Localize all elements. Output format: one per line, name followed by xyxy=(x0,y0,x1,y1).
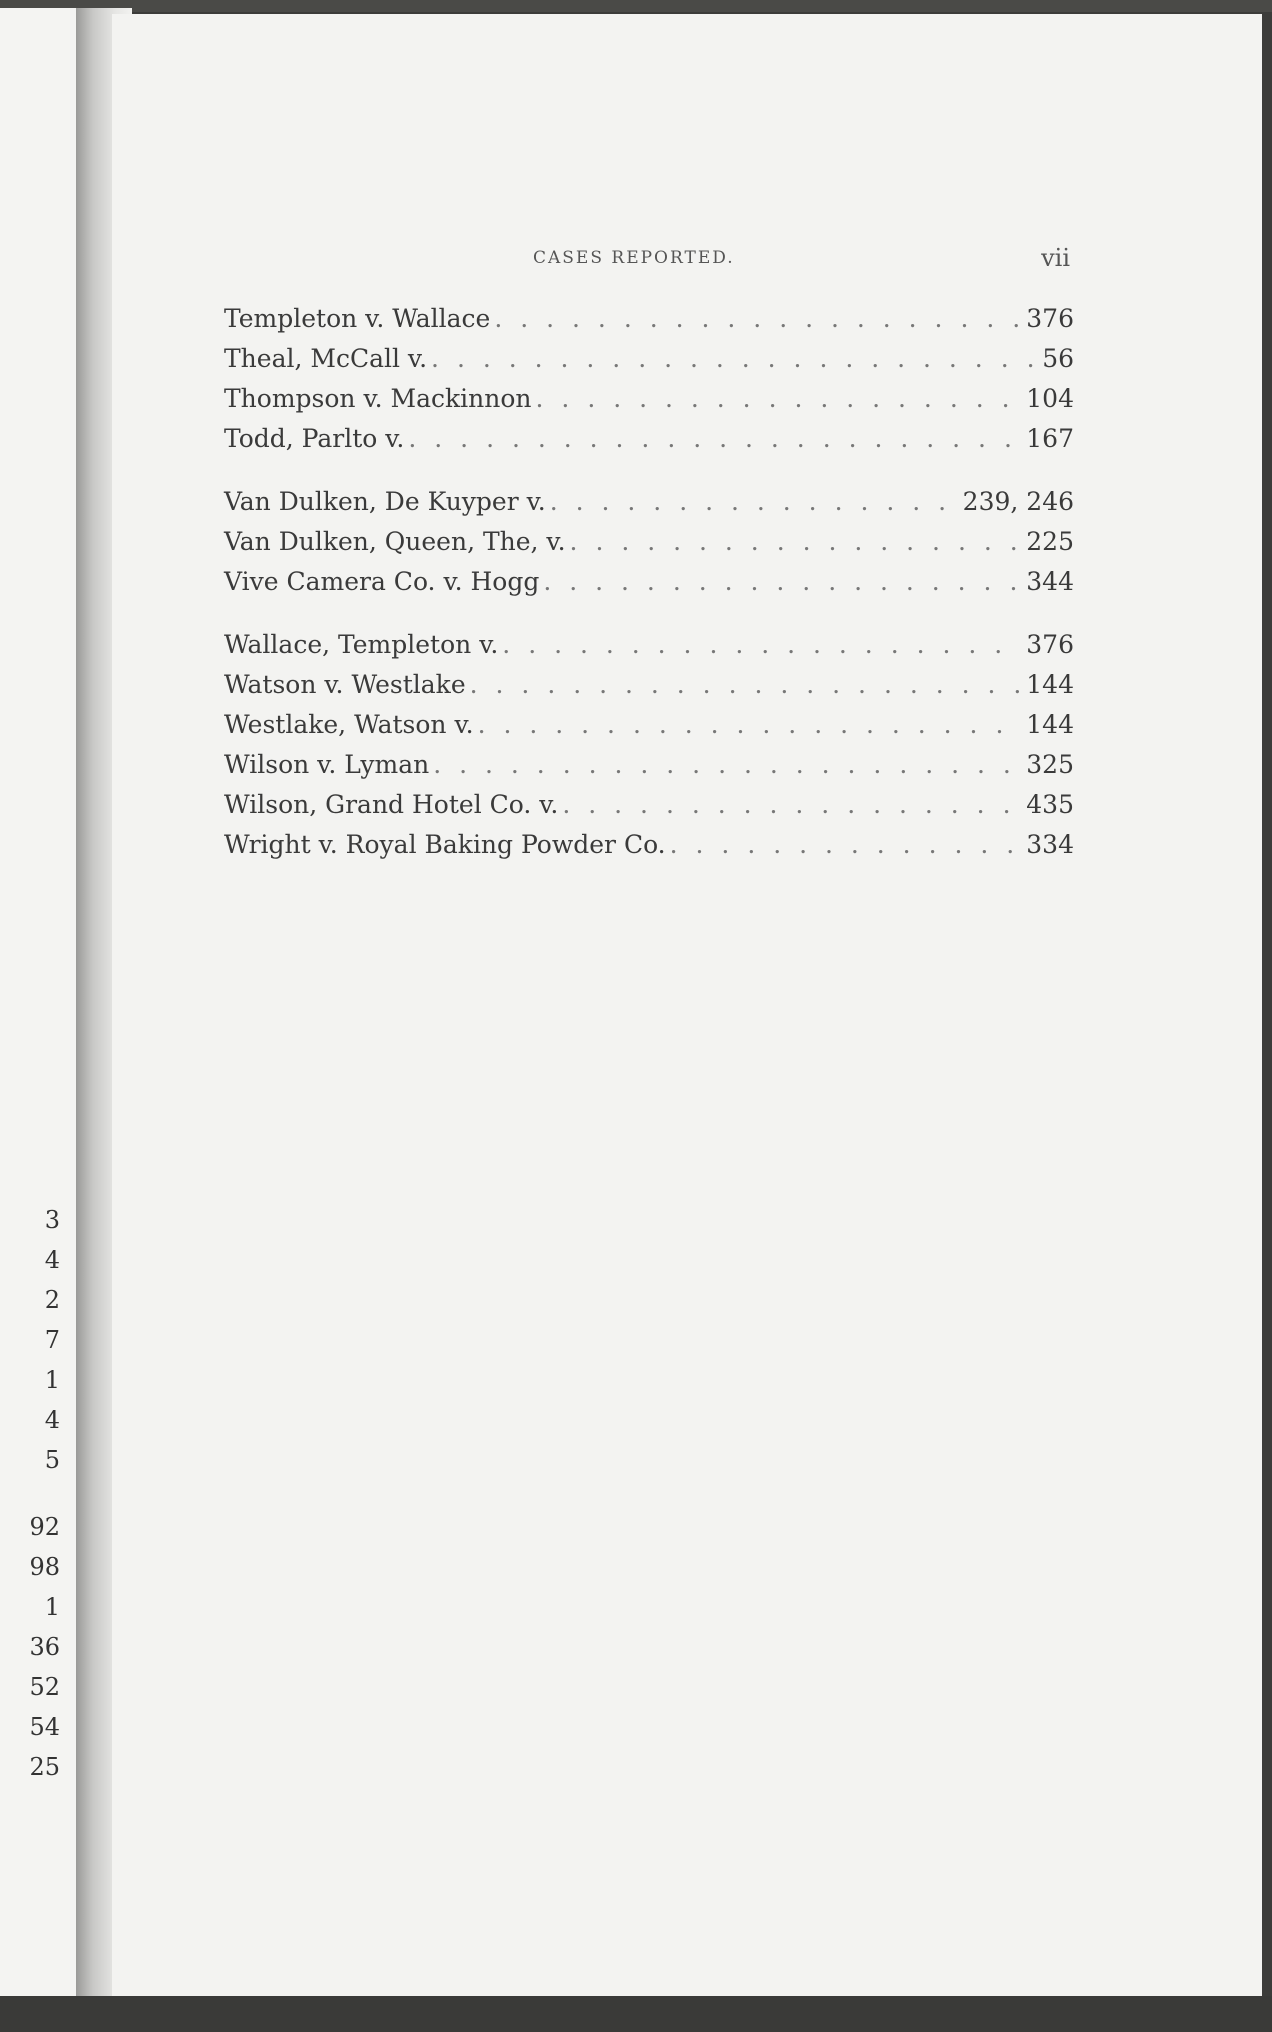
case-name: Van Dulken, De Kuyper v. xyxy=(224,487,546,516)
dot-leader xyxy=(543,567,1022,596)
case-name: Wilson, Grand Hotel Co. v. xyxy=(224,790,559,819)
previous-page-number: 4 xyxy=(44,1246,60,1274)
previous-page-number: 98 xyxy=(29,1553,60,1581)
dot-leader xyxy=(536,384,1023,413)
dot-leader xyxy=(550,487,959,516)
dot-leader xyxy=(670,830,1023,859)
case-page: 225 xyxy=(1026,527,1074,556)
previous-page-number: 92 xyxy=(29,1513,60,1541)
page-number: vii xyxy=(1041,244,1070,272)
index-entry xyxy=(224,830,1074,870)
running-head: CASES REPORTED. xyxy=(533,248,735,268)
index-entry xyxy=(224,567,1074,607)
cases-index xyxy=(224,304,1074,893)
case-page: 144 xyxy=(1026,710,1074,739)
previous-page-number: 52 xyxy=(29,1673,60,1701)
case-name: Templeton v. Wallace xyxy=(224,304,491,333)
case-name: Todd, Parlto v. xyxy=(224,424,405,453)
previous-page-number: 25 xyxy=(29,1753,60,1781)
case-page: 334 xyxy=(1026,830,1074,859)
index-entry xyxy=(224,487,1074,527)
case-page: 376 xyxy=(1026,304,1074,333)
dot-leader xyxy=(502,630,1022,659)
previous-page-number: 2 xyxy=(44,1286,60,1314)
previous-page-number: 3 xyxy=(44,1206,60,1234)
index-entry xyxy=(224,384,1074,424)
index-entry xyxy=(224,790,1074,830)
dot-leader xyxy=(470,670,1023,699)
case-name: Vive Camera Co. v. Hogg xyxy=(224,567,540,596)
case-name: Wright v. Royal Baking Powder Co. xyxy=(224,830,666,859)
index-entry xyxy=(224,750,1074,790)
index-entry xyxy=(224,670,1074,710)
dot-leader xyxy=(562,790,1022,819)
previous-page-number: 1 xyxy=(44,1366,60,1394)
case-page: 104 xyxy=(1026,384,1074,413)
previous-page-number: 54 xyxy=(29,1713,60,1741)
index-group xyxy=(224,487,1074,607)
case-name: Wilson v. Lyman xyxy=(224,750,430,779)
previous-page-numbers xyxy=(0,8,60,1998)
case-page: 435 xyxy=(1026,790,1074,819)
dot-leader xyxy=(494,304,1022,333)
index-group xyxy=(224,630,1074,870)
case-page: 56 xyxy=(1042,344,1074,373)
case-name: Wallace, Templeton v. xyxy=(224,630,499,659)
previous-page-number: 4 xyxy=(44,1406,60,1434)
case-name: Van Dulken, Queen, The, v. xyxy=(224,527,566,556)
previous-page-number: 7 xyxy=(44,1326,60,1354)
dot-leader xyxy=(478,710,1023,739)
dot-leader xyxy=(433,750,1022,779)
dot-leader xyxy=(431,344,1038,373)
page-header xyxy=(418,244,1070,274)
scan-border-top xyxy=(0,0,1272,12)
case-name: Theal, McCall v. xyxy=(224,344,428,373)
case-name: Watson v. Westlake xyxy=(224,670,466,699)
dot-leader xyxy=(408,424,1022,453)
case-page: 239, 246 xyxy=(962,487,1074,516)
index-entry xyxy=(224,710,1074,750)
index-group xyxy=(224,304,1074,464)
previous-page-number: 1 xyxy=(44,1593,60,1621)
index-entry xyxy=(224,344,1074,384)
index-entry xyxy=(224,630,1074,670)
case-page: 376 xyxy=(1026,630,1074,659)
index-entry xyxy=(224,424,1074,464)
previous-page-number: 5 xyxy=(44,1446,60,1474)
case-page: 325 xyxy=(1026,750,1074,779)
dot-leader xyxy=(570,527,1023,556)
case-page: 167 xyxy=(1026,424,1074,453)
case-name: Westlake, Watson v. xyxy=(224,710,474,739)
case-name: Thompson v. Mackinnon xyxy=(224,384,532,413)
case-page: 344 xyxy=(1026,567,1074,596)
scan-border-bottom xyxy=(0,1996,1272,2032)
previous-page-number: 36 xyxy=(29,1633,60,1661)
index-entry xyxy=(224,304,1074,344)
case-page: 144 xyxy=(1026,670,1074,699)
index-entry xyxy=(224,527,1074,567)
